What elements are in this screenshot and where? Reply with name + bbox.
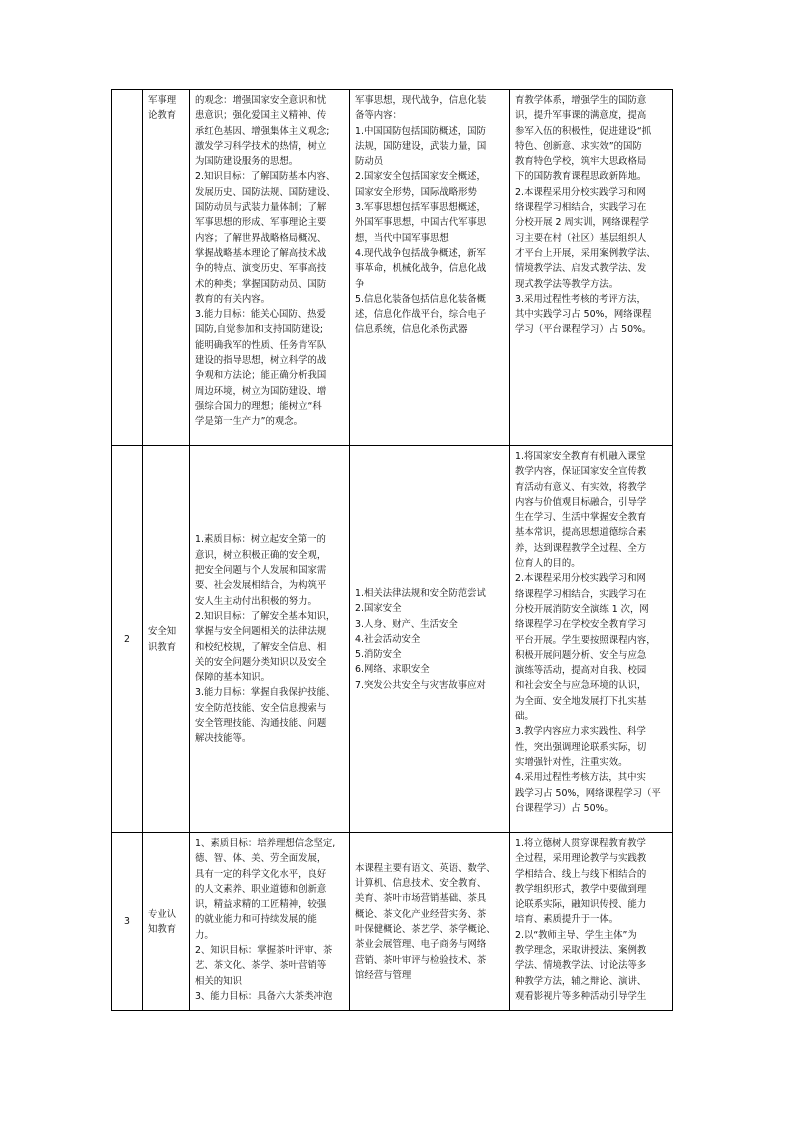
text-line: 的观念：增强国家安全意识和忧 (195, 95, 327, 106)
text-line: 1.素质目标：树立起安全第一的 (195, 534, 326, 546)
text-line: 概论、茶文化产业经营实务、茶 (355, 908, 487, 920)
text-line: 4.采用过程性考核方法，其中实 (515, 772, 646, 784)
text-line: 2.以“教师主导、学生主体”为 (515, 929, 637, 941)
text-line: 美育、茶叶市场营销基础、茶具 (355, 893, 487, 905)
text-line: 3、能力目标：具备六大茶类冲泡 (195, 990, 333, 1002)
text-line: 2.本课程采用分校实践学习和网 (515, 573, 646, 585)
course-number-cell (112, 446, 143, 833)
text-line: 关的安全问题分类知识以及安全 (195, 656, 327, 668)
text-line: 内容与价值观目标融合，引导学 (515, 496, 647, 508)
goals-cell (190, 833, 350, 1011)
text-line: 演练等活动，提高对自我、校园 (515, 665, 647, 677)
text-line: 识，提升军事课的满意度，提高 (515, 110, 647, 122)
text-line: 2.国家安全 (355, 603, 402, 615)
text-line: 7.突发公共安全与灾害故事应对 (355, 679, 486, 691)
text-line: 外国军事思想，中国古代军事思 (355, 217, 487, 229)
text-line: 想，当代中国军事思想 (355, 232, 449, 244)
text-line: 络课程学习在学校安全教育学习 (515, 619, 647, 631)
curriculum-table-body (112, 90, 673, 1011)
text-line: 国防动员与武装力量体制；了解 (195, 202, 327, 214)
text-line: 周边环境，树立为国防建设、增 (195, 385, 327, 397)
text-line: 教学组织形式，教学中要做到理 (515, 883, 647, 895)
text-line: 争观和方法论；能正确分析我国 (195, 370, 327, 382)
text-line: 军事思想，现代战争，信息化装 (355, 95, 487, 106)
text-line: 能明确我军的性质、任务肯军队 (195, 339, 327, 351)
text-line: 1、素质目标：培养理想信念坚定, (195, 838, 336, 849)
text-line: 积极开展问题分析、安全与应急 (515, 649, 647, 661)
text-line: 安人生主动付出积极的努力。 (195, 595, 317, 607)
text-line: 养，达到课程教学全过程、全方 (515, 542, 647, 554)
text-line: 4.社会活动安全 (355, 633, 421, 645)
text-line: 下的国防教育课程思政新阵地。 (515, 171, 647, 183)
text-line: 教学理念，采取讲授法、案例教 (515, 945, 647, 957)
text-line: 5.信息化装备包括信息化装备概 (355, 293, 486, 305)
content-cell (350, 833, 510, 1011)
text-line: 述，信息化作战平台，综合电子 (355, 309, 487, 321)
content-cell (350, 90, 510, 446)
text-line: 军事思想的形成、军事理论主要 (195, 217, 327, 229)
text-line: 践学习占 50%，网络课程学习（平 (515, 787, 661, 799)
text-line: 事革命，机械化战争，信息化战 (355, 263, 487, 275)
text-line: 本课程主要有语文、英语、数学、 (355, 862, 496, 874)
course-name-line: 识教育 (148, 641, 177, 653)
course-number-cell (112, 833, 143, 1011)
text-line: 培育、素质提升于一体。 (515, 914, 619, 926)
text-line: 为全面、安全地发展打下扎实基 (515, 695, 647, 707)
text-line: 学相结合、线上与线下相结合的 (515, 868, 647, 880)
text-line: 内容；了解世界战略格局概况、 (195, 232, 327, 244)
text-line: 生在学习、生活中掌握安全教育 (515, 512, 647, 524)
text-line: 2.知识目标：了解国防基本内容、 (195, 171, 336, 183)
text-line: 育活动有意义、有实效，将教学 (515, 481, 647, 493)
text-line: 营销、茶叶审评与检验技术、茶 (355, 954, 487, 966)
course-name-cell (143, 446, 190, 833)
text-line: 5.消防安全 (355, 649, 402, 661)
text-line: 防动员 (355, 156, 384, 168)
table-row (112, 446, 673, 833)
text-line: 实增强针对性，注重实效。 (515, 756, 628, 768)
text-line: 1.中国国防包括国防概述，国防 (355, 125, 486, 137)
text-line: 馆经营与管理 (355, 969, 412, 981)
text-line: 识，精益求精的工匠精神，较强 (195, 899, 327, 911)
text-line: 3.能力目标：能关心国防、热爱 (195, 309, 326, 321)
text-line: 2.本课程采用分校实践学习和网 (515, 186, 646, 198)
text-line: 2、知识目标：掌握茶叶评审、茶 (195, 945, 333, 957)
methods-cell (510, 833, 673, 1011)
methods-cell (510, 446, 673, 833)
text-line: 的就业能力和可持续发展的能 (195, 914, 317, 926)
content-cell (350, 446, 510, 833)
text-line: 教育的有关内容。 (195, 293, 271, 305)
goals-cell (190, 446, 350, 833)
text-line: 力。 (195, 929, 214, 941)
course-name-line: 安全知 (148, 626, 177, 638)
text-line: 才平台上开展，采用案例教学法、 (515, 247, 656, 259)
text-line: 计算机、信息技术、安全教育、 (355, 878, 487, 890)
text-line: 患意识；强化爱国主义精神、传 (195, 110, 327, 122)
text-line: 2.国家安全包括国家安全概述， (355, 171, 486, 183)
text-line: 论联系实际，融知识传授、能力 (515, 899, 647, 911)
text-line: 的人文素养、职业道德和创新意 (195, 883, 327, 895)
text-line: 具有一定的科学文化水平，良好 (195, 868, 327, 880)
text-line: 参军入伍的积极性，促进建设“抓 (515, 125, 652, 137)
text-line: 解决技能等。 (195, 733, 252, 745)
course-number: 2 (124, 633, 130, 645)
text-line: 观看影视片等多种活动引导学生 (515, 990, 647, 1002)
text-line: 学是第一生产力”的观念。 (195, 416, 303, 428)
text-line: 德、智、体、美、劳全面发展， (195, 853, 327, 865)
text-line: 国家安全形势，国际战略形势 (355, 186, 477, 198)
text-line: 信息系统，信息化杀伤武器 (355, 324, 468, 336)
text-line: 络课程学习相结合，实践学习在 (515, 202, 647, 214)
text-line: 平台开展。学生要按照课程内容， (515, 634, 656, 646)
text-line: 学法、情境教学法、讨论法等多 (515, 960, 647, 972)
text-line: 种教学方法，辅之辩论、演讲、 (515, 975, 647, 987)
text-line: 备等内容： (355, 110, 402, 122)
goals-cell (190, 90, 350, 446)
text-line: 安全管理技能、沟通技能、问题 (195, 717, 327, 729)
text-line: 相关的知识 (195, 975, 242, 987)
course-number-cell (112, 90, 143, 446)
course-name-cell (143, 90, 190, 446)
course-name-line: 专业认 (148, 908, 177, 920)
curriculum-table (111, 89, 673, 1011)
text-line: 全过程，采用理论教学与实践教 (515, 853, 647, 865)
course-name-line: 军事理 (148, 95, 177, 106)
text-line: 艺、茶文化、茶学、茶叶营销等 (195, 960, 327, 972)
table-row (112, 833, 673, 1011)
text-line: 国防,自觉参加和支持国防建设; (195, 324, 324, 336)
text-line: 3.人身、财产、生活安全 (355, 618, 458, 630)
text-line: 性，突出强调理论联系实际，切 (515, 741, 647, 753)
text-line: 4.现代战争包括战争概述，新军 (355, 247, 486, 259)
text-line: 2.知识目标：了解安全基本知识， (195, 610, 336, 622)
text-line: 现式教学法等教学方法。 (515, 278, 619, 290)
text-line: 和社会安全与应急环境的认识， (515, 680, 647, 692)
text-line: 发展历史、国防法规、国防建设、 (195, 186, 336, 198)
course-name-line: 知教育 (148, 924, 177, 935)
text-line: 法规，国防建设，武装力量，国 (355, 140, 487, 152)
course-name-line: 论教育 (148, 110, 177, 122)
text-line: 1.将国家安全教育有机融入课堂 (515, 451, 646, 462)
text-line: 学习（平台课程学习）占 50%。 (515, 324, 652, 336)
text-line: 激发学习科学技术的热情，树立 (195, 140, 327, 152)
text-line: 承红色基因、增强集体主义观念; (195, 125, 330, 137)
text-line: 6.网络、求职安全 (355, 664, 430, 676)
text-line: 3.教学内容应力求实践性、科学 (515, 726, 646, 738)
text-line: 络课程学习相结合，实践学习在 (515, 588, 647, 600)
text-line: 情境教学法、启发式教学法、发 (515, 263, 647, 275)
text-line: 1.相关法律法规和安全防范尝试 (355, 587, 486, 599)
text-line: 育教学体系，增强学生的国防意 (515, 95, 647, 106)
text-line: 习主要在村（社区）基层组织人 (515, 232, 647, 244)
text-line: 3.能力目标：掌握自我保护技能、 (195, 687, 336, 699)
text-line: 争 (355, 278, 365, 290)
text-line: 建设的指导思想，树立科学的战 (195, 355, 327, 367)
text-line: 要、社会发展相结合，为构筑平 (195, 580, 327, 592)
text-line: 强综合国力的理想；能树立“科 (195, 400, 322, 412)
text-line: 保障的基本知识。 (195, 672, 271, 684)
table-row (112, 90, 673, 446)
text-line: 基本常识，提高思想道德综合素 (515, 527, 647, 539)
text-line: 其中实践学习占 50%，网络课程 (515, 309, 652, 321)
text-line: 和校纪校规，了解安全信息、相 (195, 641, 327, 653)
text-line: 掌握战略基本理论了解高技术战 (195, 247, 327, 259)
text-line: 安全防范技能、安全信息搜索与 (195, 702, 327, 714)
text-line: 特色、创新意、求实效”的国防 (515, 140, 642, 152)
course-number: 3 (124, 916, 130, 928)
text-line: 把安全问题与个人发展和国家需 (195, 565, 327, 577)
text-line: 础。 (515, 711, 534, 723)
text-line: 为国防建设服务的思想。 (195, 156, 299, 168)
text-line: 分校开展消防安全演练 1 次，网 (515, 603, 649, 615)
text-line: 1.将立德树人贯穿课程教育教学 (515, 838, 646, 849)
text-line: 叶保健概论、茶艺学、茶学概论、 (355, 924, 496, 935)
text-line: 教学内容，保证国家安全宣传教 (515, 466, 647, 478)
text-line: 意识，树立积极正确的安全观， (195, 549, 327, 561)
text-line: 茶业会展管理、电子商务与网络 (355, 939, 487, 951)
text-line: 3.采用过程性考核的考评方法， (515, 293, 646, 305)
text-line: 教育特色学校，筑牢大思政格局 (515, 156, 647, 168)
text-line: 术的种类；掌握国防动员、国防 (195, 278, 327, 290)
text-line: 分校开展 2 周实训，网络课程学 (515, 217, 649, 229)
text-line: 位育人的目的。 (515, 558, 581, 570)
text-line: 掌握与安全问题相关的法律法规 (195, 626, 327, 638)
methods-cell (510, 90, 673, 446)
text-line: 3.军事思想包括军事思想概述， (355, 202, 486, 214)
course-name-cell (143, 833, 190, 1011)
text-line: 台课程学习）占 50%。 (515, 802, 614, 814)
text-line: 争的特点、演变历史、军事高技 (195, 263, 327, 275)
